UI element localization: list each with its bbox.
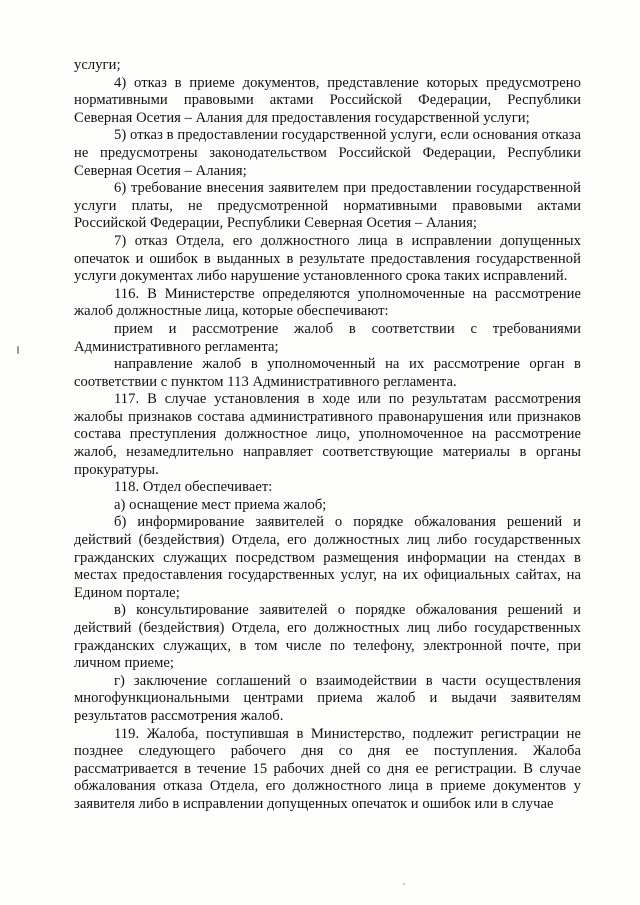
scan-dot-bottom [403, 883, 405, 885]
paragraph-116-reception: прием и рассмотрение жалоб в соответствии с требованиями Административного регламента; [74, 320, 581, 355]
paragraph-116: 116. В Министерстве определяются уполномоченные на рассмотрение жалоб должностные лица, которые обеспечивают: [74, 285, 581, 320]
paragraph-117: 117. В случае установления в ходе или по результатам рассмотрения жалобы признаков состава административного правонарушения или признаков состава преступления должностное лицо, уполномоченное на рассмотрение жалоб, незамедлительно направляет соответствующие материалы в органы прокуратуры. [74, 391, 581, 478]
paragraph-item-6: 6) требование внесения заявителем при предоставлении государственной услуги платы, не предусмотренной нормативными правовыми актами Российской Федерации, Республики Северная Осетия – Алания; [74, 180, 581, 232]
paragraph-118-a: а) оснащение мест приема жалоб; [114, 496, 327, 513]
paragraph-item-7: 7) отказ Отдела, его должностного лица в исправлении допущенных опечаток и ошибок в выданных в результате предоставления государственной услуги документах либо нарушение установленного срока таких исправлений. [74, 232, 581, 285]
paragraph-119: 119. Жалоба, поступившая в Министерство, подлежит регистрации не позднее следующего рабочего дня со дня ее поступления. Жалоба рассматривается в течение 15 рабочих дней со дня ее регистрации. В случае обжалования отказа Отдела, его должностного лица в приеме документов у заявителя либо в исправлении допущенных опечаток и ошибок или в случае [74, 725, 581, 812]
paragraph-item-5: 5) отказ в предоставлении государственной услуги, если основания отказа не предусмотрены законодательством Российской Федерации, Республики Северная Осетия – Алания; [74, 127, 581, 179]
paragraph-118-b: б) информирование заявителей о порядке обжалования решений и действий (бездействия) Отдела, его должностных лиц либо государственных гражданских служащих посредством размещения информации на стендах в местах предоставления государственных услуг, на их официальных сайтах, на Едином портале; [74, 514, 581, 601]
document-body [74, 57, 581, 814]
paragraph-item-4: 4) отказ в приеме документов, представление которых предусмотрено нормативными правовыми актами Российской Федерации, Республики Северная Осетия – Алания для предоставления государственной услуги; [74, 74, 581, 126]
paragraph-continuation: услуги; [74, 57, 121, 73]
paragraph-116-forwarding: направление жалоб в уполномоченный на их рассмотрение орган в соответствии с пунктом 113 Административного регламента. [74, 356, 581, 390]
paragraph-118: 118. Отдел обеспечивает: [114, 479, 273, 496]
paragraph-118-v: в) консультирование заявителей о порядке обжалования решений и действий (бездействия) Отдела, его должностных лиц либо государственных гражданских служащих, в том числе по телефону, электронной почте, при личном приеме; [74, 602, 581, 672]
scan-mark-left [17, 346, 19, 354]
paragraph-118-g: г) заключение соглашений о взаимодействии в части осуществления многофункциональными центрами приема жалоб и выдачи заявителям результатов рассмотрения жалоб. [74, 672, 581, 724]
